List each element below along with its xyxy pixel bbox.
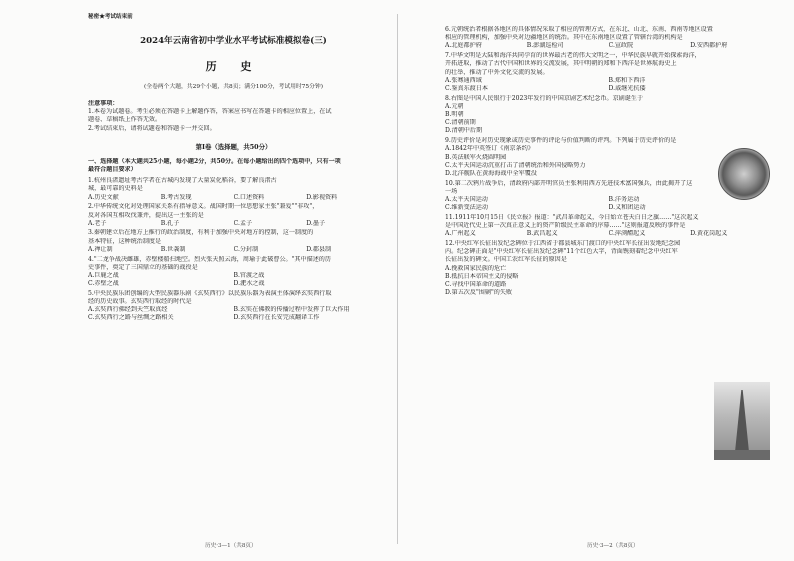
option-row <box>88 272 379 280</box>
option-row <box>88 314 379 322</box>
question-text: 开拓进取，推动了古代中国和世界的交流发展，其中明朝的郑和下西洋是世界航海史上 <box>445 60 677 68</box>
option-row <box>445 204 772 212</box>
answer-option[interactable]: B.世袭制 <box>160 245 186 253</box>
question-right-2 <box>445 52 772 93</box>
answer-option[interactable]: B.玄奘在佛教的传播过程中发挥了巨大作用 <box>233 306 350 314</box>
question-left-3 <box>88 229 379 254</box>
answer-option[interactable]: C.赤壁之战 <box>88 280 119 288</box>
question-right-3 <box>445 95 772 136</box>
exam-title: 2024年云南省初中学业水平考试标准模拟卷(三) <box>140 36 327 46</box>
answer-option[interactable]: D.影视资料 <box>306 193 338 201</box>
question-left-1 <box>88 177 379 202</box>
answer-option[interactable]: C.鉴真东渡日本 <box>445 84 488 92</box>
answer-option[interactable]: D.义和团运动 <box>608 204 646 212</box>
question-text: 的壮举，推动了中外文化交流的发展。 <box>445 68 549 76</box>
right-page <box>397 0 794 561</box>
question-text: 4."二龙争战决雌雄，赤壁楼船扫地空。烈火张天照云海，周瑜于此破曹公。"其中描述的历 <box>88 255 331 263</box>
option-row <box>445 77 772 85</box>
answer-option[interactable]: C.口述资料 <box>233 193 265 201</box>
instructions-2: 最符合题目要求） <box>88 166 137 174</box>
answer-option[interactable]: B.郑和下西洋 <box>608 76 646 84</box>
answer-option[interactable]: A.巨鹿之战 <box>88 271 119 279</box>
question-text: 2.中华传统文化对处理国家关系有指导意义。战国时期一位思想家主张"兼爱""非攻"， <box>88 203 319 211</box>
exam-info: (全卷两个大题，共29个小题，共8页；满分100分，考试用时75分钟) <box>144 84 323 90</box>
question-text: 7.中华文明是大陆和海洋共同孕育的世界最古老的伟大文明之一，中华民族早就开始探索海洋， <box>445 52 701 60</box>
answer-option[interactable]: A.太平天国运动 <box>445 196 488 204</box>
answer-option[interactable]: A.北庭都护府 <box>445 42 482 50</box>
question-text: 10.第二次鸦片战争后，清政府内部开明官员主张利用西方先进技术富国强兵，由此揭开了这 <box>445 179 693 187</box>
answer-option[interactable]: A.禅让制 <box>88 245 113 253</box>
section-title: 第Ⅰ卷（选择题，共50分） <box>195 142 272 151</box>
answer-option[interactable]: C.清朝前期 <box>445 119 476 127</box>
question-text: 内。纪念碑正面是"中央红军长征出发纪念碑"11个红色大字，背面镌刻着纪念中央红军 <box>445 248 678 256</box>
answer-option[interactable]: D.安西都护府 <box>690 42 728 50</box>
subject-title: 历 史 <box>205 60 262 73</box>
answer-option[interactable]: C.太平天国运动沉重打击了清朝统治和外国侵略势力 <box>445 161 586 169</box>
question-text: 一场 <box>445 187 458 195</box>
left-page-footer: 历史·3—1（共8页） <box>205 543 257 549</box>
question-left-4 <box>88 256 379 289</box>
answer-option[interactable]: B.抵抗日本帝国主义的侵略 <box>445 272 519 280</box>
question-text: 是中国近代史上第一次真正意义上的资产阶级民主革命的序幕……"这则报道反映的事件是 <box>445 222 686 230</box>
answer-option[interactable]: A.玄奘西行佛经到天竺取真经 <box>88 306 168 314</box>
question-text: 相应的管理机构，加强中央对边疆地区的统治。其中在东南地区设置了管辖台湾的机构是 <box>445 34 683 42</box>
question-text: 反对各国互相攻伐兼并，提出这一主张的是 <box>88 211 204 219</box>
answer-option[interactable]: B.孔子 <box>160 219 180 227</box>
answer-option[interactable]: A.老子 <box>88 219 107 227</box>
question-text: 6.元朝统治者根据各地区的具体情况采取了相应的管理方式，在东北、山北、东南、西南等地区设置 <box>445 26 713 33</box>
answer-option[interactable]: C.分封制 <box>233 245 259 253</box>
answer-option[interactable]: A.元朝 <box>445 102 464 110</box>
answer-option[interactable]: A.张骞通西域 <box>445 76 482 84</box>
option-row <box>88 306 379 314</box>
answer-option[interactable]: D.淝水之战 <box>233 280 265 288</box>
option-row <box>88 280 379 288</box>
question-text: 城，最可靠的史料是 <box>88 185 143 193</box>
question-text: 11.1911年10月15日《民立报》报道："武昌革命起义，今日始立苍天白日之旗……"这次起义 <box>445 213 699 221</box>
coin-image <box>718 148 770 200</box>
notice-2: 2.考试结束后，请将试题卷和答题卡一并交回。 <box>88 124 216 132</box>
answer-option[interactable]: D.郡县制 <box>306 245 332 253</box>
notice-1: 1.本卷为试题卷。考生必须在答题卡上解题作答，答案应书写在答题卡的相应位置上，在试 <box>88 108 332 116</box>
question-text: 3.秦朝建立后在地方上推行的政治制度，有利于加强中央对地方的控制，这一制度的 <box>88 229 314 237</box>
question-text: 9.历史评价是对历史现象或历史事件的评论与价值判断的评判。下列属于历史评价的是 <box>445 137 677 145</box>
question-text: 长征出发的碑文。中国工农红军长征的原因是 <box>445 256 567 264</box>
answer-option[interactable]: D.北洋舰队在黄海海战中全军覆没 <box>445 169 537 177</box>
question-text: 基本特征，这种统治制度是 <box>88 237 162 245</box>
question-text: 史事件，奠定了三国鼎立的基础的战役是 <box>88 263 198 271</box>
option-row <box>445 230 772 238</box>
right-page-footer: 历史·3—2（共8页） <box>587 543 639 549</box>
question-text: 5.中央民族乐团创编的大型民族器乐剧《玄奘西行》以民族乐器为表演主体演绎玄奘西行取 <box>88 289 332 297</box>
answer-option[interactable]: C.萍浏醴起义 <box>608 230 646 238</box>
answer-option[interactable]: B.考古发现 <box>160 193 192 201</box>
answer-option[interactable]: C.维新变法运动 <box>445 204 488 212</box>
notice-title: 注意事项： <box>88 100 119 107</box>
question-left-2 <box>88 203 379 228</box>
option-row <box>88 220 379 228</box>
answer-option[interactable]: D.清朝中后期 <box>445 127 483 135</box>
option-row <box>88 246 379 254</box>
notice-1-cont: 题卷、草稿纸上作答无效。 <box>88 116 162 124</box>
question-text: 1.杭州良渚遗址考古学者在古城内发现了大量炭化稻谷，要了解良渚古 <box>88 177 277 185</box>
answer-option[interactable]: A.挽救国家民族的危亡 <box>445 264 507 272</box>
answer-option[interactable]: C.寻找中国革命的道路 <box>445 281 507 289</box>
answer-option[interactable]: B.澎湖巡检司 <box>526 42 564 50</box>
question-text: 8.右图是中国人民银行于2023年发行的中国京剧艺术纪念币。京剧诞生于 <box>445 94 644 102</box>
option-row <box>445 42 772 50</box>
answer-option[interactable]: D.墨子 <box>306 219 326 227</box>
answer-option[interactable]: B.官渡之战 <box>233 271 265 279</box>
answer-option[interactable]: B.英法联军火烧圆明园 <box>445 153 507 161</box>
option-row <box>445 85 772 93</box>
monument-image <box>714 382 770 460</box>
question-text: 经的历史故事。玄奘西行取经的时代是 <box>88 298 192 306</box>
answer-option[interactable]: A.1842年中英签订《南京条约》 <box>445 145 534 153</box>
question-right-6 <box>445 214 772 239</box>
answer-option[interactable]: C.宣政院 <box>608 42 634 50</box>
answer-option[interactable]: D.第五次反"围剿"的失败 <box>445 289 513 297</box>
answer-option[interactable]: B.武昌起义 <box>526 230 558 238</box>
answer-option[interactable]: A.历史文献 <box>88 193 119 201</box>
answer-option[interactable]: D.戚继光抗倭 <box>608 84 646 92</box>
answer-option[interactable]: B.明朝 <box>445 111 464 119</box>
answer-option[interactable]: C.玄奘西行之路与丝绸之路相关 <box>88 314 174 322</box>
option-row <box>445 196 772 204</box>
answer-option[interactable]: D.玄奘西行在长安完成翻译工作 <box>233 314 320 322</box>
instructions-1: 一、选择题（本大题共25小题，每小题2分，共50分。在每小题给出的四个选项中，只有一项 <box>88 157 341 165</box>
option-row <box>88 194 379 202</box>
answer-option[interactable]: D.黄花岗起义 <box>690 230 728 238</box>
question-right-1 <box>445 26 772 51</box>
question-text: 12.中央红军长征出发纪念碑位于江西省于都县城东门渡口的中央红军长征出发地纪念园 <box>445 240 681 248</box>
left-question-list <box>88 177 379 322</box>
answer-option[interactable]: C.孟子 <box>233 219 253 227</box>
question-left-5 <box>88 290 379 323</box>
answer-option[interactable]: B.洋务运动 <box>608 196 640 204</box>
answer-option[interactable]: A.广州起义 <box>445 230 476 238</box>
question-right-7 <box>445 240 772 297</box>
secret-label: 秘密★考试结束前 <box>88 14 133 20</box>
